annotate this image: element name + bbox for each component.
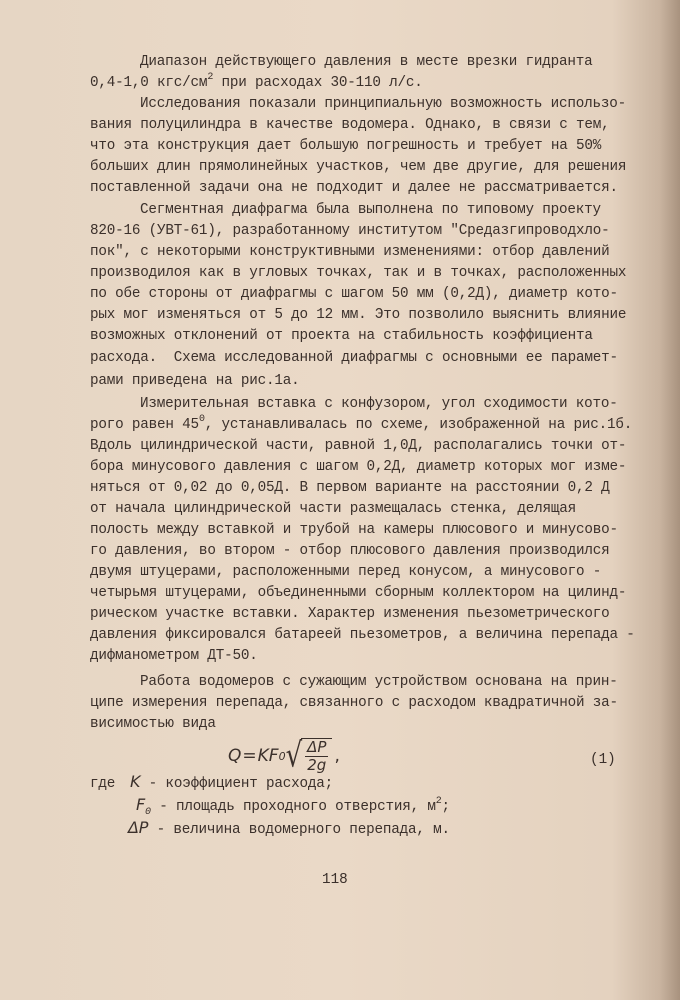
- text-line: Исследования показали принципиальную возможность использо-: [140, 96, 627, 112]
- text-line: рами приведена на рис.1а.: [90, 373, 300, 389]
- legend-where: где: [90, 776, 116, 792]
- legend-subscript: 0: [145, 806, 151, 818]
- text-span: рого равен 45: [90, 417, 199, 433]
- legend-symbol: ΔP: [128, 818, 149, 837]
- formula-subscript: 0: [278, 749, 286, 763]
- legend-symbol: F: [136, 795, 146, 814]
- text-line: вания полуцилиндра в качестве водомера. Однако, в связи с тем,: [90, 117, 610, 133]
- flow-formula: [228, 738, 340, 774]
- legend-text: - площадь проходного отверстия, м: [150, 799, 436, 815]
- equation-number: (1): [590, 752, 616, 768]
- text-line: производилоя как в угловых точках, так и в точках, расположенных: [90, 265, 627, 281]
- denominator: 2g: [307, 756, 327, 774]
- text-line: няться от 0,02 до 0,05Д. В первом варианте на расстоянии 0,2 Д: [90, 480, 610, 496]
- text-line: Сегментная диафрагма была выполнена по типовому проекту: [140, 202, 601, 218]
- text-line: давления фиксировался батареей пьезометров, а величина перепада -: [90, 627, 635, 643]
- superscript: 2: [435, 796, 442, 807]
- text-line: полость между вставкой и трубой на камеры плюсового и минусово-: [90, 522, 618, 538]
- text-line: двумя штуцерами, расположенными перед конусом, а минусового -: [90, 564, 602, 580]
- text-line: рическом участке вставки. Характер изменения пьезометрического: [90, 606, 610, 622]
- text-line: пок", с некоторыми конструктивными изменениями: отбор давлений: [90, 244, 610, 260]
- legend-item: [130, 773, 333, 793]
- text-line: ципе измерения перепада, связанного с расходом квадратичной за-: [90, 695, 618, 711]
- text-line: по обе стороны от диафрагмы с шагом 50 мм (0,2Д), диаметр кото-: [90, 286, 618, 302]
- legend-item: [128, 819, 450, 839]
- text-line: от начала цилиндрической части размещалась стенка, делящая: [90, 501, 577, 517]
- numerator: ΔP: [307, 738, 327, 756]
- legend-text: ;: [441, 799, 450, 815]
- formula-k: K: [257, 746, 269, 766]
- text-line: что эта конструкция дает большую погрешность и требует на 50%: [90, 138, 602, 154]
- page-number: 118: [322, 872, 348, 888]
- text-line: поставленной задачи она не подходит и далее не рассматривается.: [90, 180, 618, 196]
- superscript: 0: [198, 414, 205, 425]
- superscript: 2: [207, 72, 214, 83]
- text-line: расхода. Схема исследованной диафрагмы с основными ее парамет-: [90, 350, 618, 366]
- legend-text: - величина водомерного перепада, м.: [148, 822, 450, 838]
- radical-sign: √: [285, 736, 303, 776]
- text-line: рых мог изменяться от 5 до 12 мм. Это позволило выяснить влияние: [90, 307, 627, 323]
- text-span: , устанавливалась по схеме, изображенной на рис.1б.: [204, 417, 633, 433]
- text-line: Диапазон действующего давления в месте врезки гидранта: [140, 54, 593, 70]
- fraction: [301, 738, 332, 774]
- square-root: [286, 738, 333, 774]
- text-line: го давления, во втором - отбор плюсового давления производился: [90, 543, 610, 559]
- formula-comma: ,: [334, 746, 340, 766]
- formula-equals: =: [242, 746, 257, 766]
- text-line: больших длин прямолинейных участков, чем две другие, для решения: [90, 159, 627, 175]
- text-line: возможных отклонений от проекта на стабильность коэффициента: [90, 328, 593, 344]
- text-line: Работа водомеров с сужающим устройством основана на прин-: [140, 674, 618, 690]
- text-line: [90, 416, 632, 434]
- text-span: при расходах 30-110 л/с.: [213, 75, 423, 91]
- text-line: Измерительная вставка с конфузором, угол сходимости кото-: [140, 396, 618, 412]
- text-line: четырьмя штуцерами, объединенными сборным коллектором на цилинд-: [90, 585, 627, 601]
- formula-f: F: [268, 746, 279, 766]
- text-span: 0,4-1,0 кгс/см: [90, 75, 208, 91]
- legend-item: [136, 796, 450, 822]
- text-line: 820-16 (УВТ-61), разработанному институтом "Средазгипроводхло-: [90, 223, 610, 239]
- formula-q: Q: [228, 746, 242, 766]
- text-line: дифманометром ДТ-50.: [90, 648, 258, 664]
- legend-symbol: K: [130, 772, 141, 791]
- text-line: [90, 74, 423, 92]
- legend-text: - коэффициент расхода;: [140, 776, 334, 792]
- text-line: бора минусового давления с шагом 0,2Д, диаметр которых мог изме-: [90, 459, 627, 475]
- text-line: висимостью вида: [90, 716, 216, 732]
- text-line: Вдоль цилиндрической части, равной 1,0Д, располагались точки от-: [90, 438, 627, 454]
